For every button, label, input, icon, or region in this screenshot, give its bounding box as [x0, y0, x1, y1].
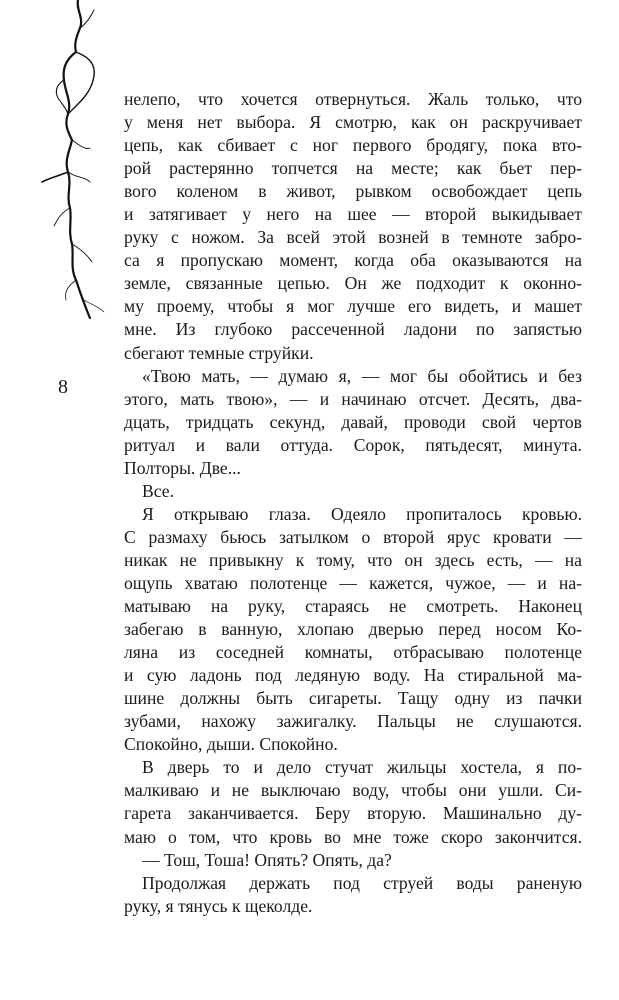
text-line: дцать, тридцать секунд, давай, проводи свой чертов	[124, 411, 582, 432]
text-line: — Тош, Тоша! Опять? Опять, да?	[142, 849, 392, 870]
text-line: Полторы. Две...	[124, 457, 241, 478]
text-line: никак не привыкну к тому, что он здесь есть, — на	[124, 549, 582, 570]
text-line: мне. Из глубоко рассеченной ладони по запястью	[124, 319, 582, 340]
text-line: зубами, нахожу зажигалку. Пальцы не слушаются.	[124, 711, 582, 732]
text-line: маю о том, что кровь во мне тоже скоро закончится.	[124, 826, 582, 847]
text-line: и затягивает у него на шее — второй выкидывает	[124, 204, 582, 225]
text-line: С размаху бьюсь затылком о второй ярус кровати —	[124, 526, 582, 547]
text-line: В дверь то и дело стучат жильцы хостела, я по-	[142, 757, 582, 778]
text-line: Продолжая держать под струей воды раненую	[142, 872, 582, 893]
crack-illustration-icon	[28, 0, 108, 320]
text-line: матываю на руку, стараясь не смотреть. Наконец	[124, 596, 582, 617]
text-line: и сую ладонь под ледяную воду. На стиральной ма-	[124, 665, 582, 686]
text-line: забегаю в ванную, хлопаю дверью перед носом Ко-	[124, 619, 582, 640]
text-line: этого, мать твою», — и начинаю отсчет. Десять, два-	[124, 388, 582, 409]
text-line: Все.	[142, 480, 174, 501]
text-line: руку с ножом. За всей этой возней в темноте забро-	[124, 227, 582, 248]
text-line: му проему, чтобы я мог лучше его видеть, и машет	[124, 296, 582, 317]
text-line: земле, связанные цепью. Он же подходит к оконно-	[124, 273, 582, 294]
body-text	[124, 88, 582, 918]
text-line: са я пропускаю момент, когда оба оказываются на	[124, 250, 582, 271]
text-line: Я открываю глаза. Одеяло пропиталось кровью.	[142, 503, 582, 524]
text-line: «Твою мать, — думаю я, — мог бы обойтись и без	[142, 365, 582, 386]
text-line: нелепо, что хочется отвернуться. Жаль только, что	[124, 89, 582, 109]
text-line: шине должны быть сигареты. Тащу одну из пачки	[124, 688, 582, 709]
text-line: вого коленом в живот, рывком освобождает цепь	[124, 181, 582, 202]
text-line: ритуал и вали оттуда. Сорок, пятьдесят, минута.	[124, 434, 582, 455]
text-line: сбегают темные струйки.	[124, 342, 314, 363]
text-line: руку, я тянусь к щеколде.	[124, 895, 313, 916]
text-line: ляна из соседней комнаты, отбрасываю полотенце	[124, 642, 582, 663]
page-number: 8	[58, 376, 68, 398]
text-line: ощупь хватаю полотенце — кажется, чужое, — и на-	[124, 572, 582, 593]
text-line: у меня нет выбора. Я смотрю, как он раскручивает	[124, 112, 582, 133]
text-line: малкиваю и не выключаю воду, чтобы они ушли. Си-	[124, 780, 582, 801]
text-line: рой растерянно топчется на месте; как бьет пер-	[124, 158, 582, 179]
text-line: Спокойно, дыши. Спокойно.	[124, 734, 338, 755]
text-line: гарета заканчивается. Беру вторую. Машинально ду-	[124, 803, 582, 824]
text-line: цепь, как сбивает с ног первого бродягу, пока вто-	[124, 135, 582, 156]
